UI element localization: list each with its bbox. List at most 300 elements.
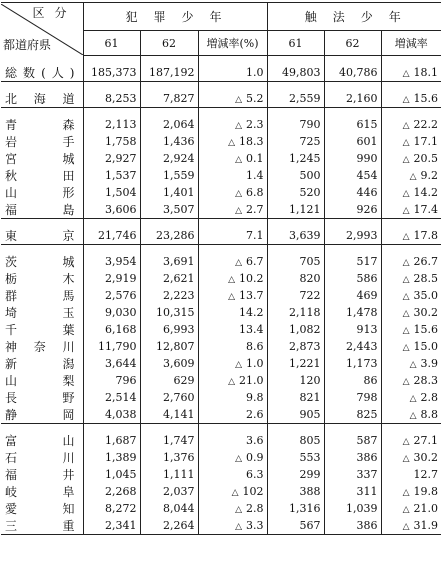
crime-61-value: 3,644 bbox=[83, 355, 140, 372]
crime-61-value: 4,038 bbox=[83, 406, 140, 424]
touch-62-value: 1,478 bbox=[324, 304, 381, 321]
touch-rate-value bbox=[381, 355, 441, 372]
rate-number: 9.8 bbox=[246, 390, 264, 404]
prefecture-name: 新潟 bbox=[1, 355, 83, 372]
table-row bbox=[1, 184, 441, 201]
decrease-triangle-icon: △ bbox=[402, 291, 410, 302]
touch-61-value: 553 bbox=[267, 449, 324, 466]
touch-61-value: 725 bbox=[267, 133, 324, 150]
crime-62-value: 10,315 bbox=[140, 304, 198, 321]
corner-label-prefecture: 都道府県 bbox=[3, 37, 52, 52]
table-row bbox=[1, 321, 441, 338]
group-spacer bbox=[1, 219, 441, 228]
crime-rate-value bbox=[198, 321, 267, 338]
crime-61-value: 1,687 bbox=[83, 432, 140, 449]
crime-61-value: 21,746 bbox=[83, 227, 140, 245]
prefecture-name: 東京 bbox=[1, 227, 83, 245]
col-header-crime-rate: 増減率(%) bbox=[198, 31, 267, 56]
table-row bbox=[1, 133, 441, 150]
touch-62-value: 446 bbox=[324, 184, 381, 201]
touch-62-value: 517 bbox=[324, 253, 381, 270]
rate-number: 35.0 bbox=[413, 288, 439, 302]
touch-rate-value bbox=[381, 483, 441, 500]
touch-61-value: 299 bbox=[267, 466, 324, 483]
crime-61-value: 2,268 bbox=[83, 483, 140, 500]
rate-number: 28.3 bbox=[413, 373, 439, 387]
rate-number: 5.2 bbox=[246, 91, 264, 105]
crime-rate-value bbox=[198, 270, 267, 287]
prefecture-name: 岩手 bbox=[1, 133, 83, 150]
prefecture-name: 埼玉 bbox=[1, 304, 83, 321]
crime-62-value: 2,924 bbox=[140, 150, 198, 167]
rate-number: 30.2 bbox=[413, 450, 439, 464]
touch-rate-value bbox=[381, 116, 441, 133]
decrease-triangle-icon: △ bbox=[235, 120, 243, 131]
crime-rate-value bbox=[198, 449, 267, 466]
touch-62-value: 337 bbox=[324, 466, 381, 483]
crime-rate-value bbox=[198, 372, 267, 389]
touch-rate-value bbox=[381, 90, 441, 108]
touch-62-value: 2,160 bbox=[324, 90, 381, 108]
rate-number: 26.7 bbox=[413, 254, 439, 268]
touch-rate-value bbox=[381, 372, 441, 389]
touch-62-value: 2,443 bbox=[324, 338, 381, 355]
rate-number: 19.8 bbox=[413, 484, 439, 498]
table-row bbox=[1, 270, 441, 287]
rate-number: 17.8 bbox=[413, 228, 439, 242]
touch-62-value: 990 bbox=[324, 150, 381, 167]
decrease-triangle-icon: △ bbox=[235, 94, 243, 105]
table-row bbox=[1, 64, 441, 82]
rate-number: 0.1 bbox=[246, 151, 264, 165]
touch-rate-value bbox=[381, 201, 441, 219]
group-spacer bbox=[1, 245, 441, 254]
touch-61-value: 3,639 bbox=[267, 227, 324, 245]
crime-rate-value bbox=[198, 432, 267, 449]
table-row bbox=[1, 466, 441, 483]
crime-61-value: 6,168 bbox=[83, 321, 140, 338]
crime-61-value: 9,030 bbox=[83, 304, 140, 321]
table-row bbox=[1, 449, 441, 466]
decrease-triangle-icon: △ bbox=[235, 257, 243, 268]
group-header-touch-law-juveniles: 触法少年 bbox=[267, 3, 441, 31]
decrease-triangle-icon: △ bbox=[409, 393, 417, 404]
crime-62-value: 1,376 bbox=[140, 449, 198, 466]
table-row bbox=[1, 338, 441, 355]
crime-61-value: 2,514 bbox=[83, 389, 140, 406]
touch-61-value: 567 bbox=[267, 517, 324, 535]
rate-number: 21.0 bbox=[413, 501, 439, 515]
crime-61-value: 1,537 bbox=[83, 167, 140, 184]
rate-number: 18.1 bbox=[413, 65, 439, 79]
rate-number: 1.4 bbox=[246, 168, 264, 182]
corner-header bbox=[1, 3, 83, 56]
touch-62-value: 311 bbox=[324, 483, 381, 500]
rate-number: 14.2 bbox=[239, 305, 264, 319]
touch-rate-value bbox=[381, 389, 441, 406]
crime-62-value: 1,559 bbox=[140, 167, 198, 184]
crime-rate-value bbox=[198, 338, 267, 355]
table-row bbox=[1, 150, 441, 167]
touch-62-value: 454 bbox=[324, 167, 381, 184]
touch-62-value: 386 bbox=[324, 517, 381, 535]
prefecture-name: 福井 bbox=[1, 466, 83, 483]
rate-number: 8.8 bbox=[420, 407, 439, 421]
decrease-triangle-icon: △ bbox=[402, 205, 410, 216]
touch-rate-value bbox=[381, 287, 441, 304]
table-row bbox=[1, 355, 441, 372]
touch-61-value: 2,559 bbox=[267, 90, 324, 108]
decrease-triangle-icon: △ bbox=[402, 308, 410, 319]
decrease-triangle-icon: △ bbox=[235, 504, 243, 515]
touch-61-value: 2,873 bbox=[267, 338, 324, 355]
crime-62-value: 3,691 bbox=[140, 253, 198, 270]
prefecture-name: 神奈川 bbox=[1, 338, 83, 355]
rate-number: 30.2 bbox=[413, 305, 439, 319]
table-row bbox=[1, 287, 441, 304]
rate-number: 0.9 bbox=[246, 450, 264, 464]
crime-61-value: 3,606 bbox=[83, 201, 140, 219]
crime-61-value: 1,045 bbox=[83, 466, 140, 483]
prefecture-name: 石川 bbox=[1, 449, 83, 466]
table-row bbox=[1, 90, 441, 108]
crime-62-value: 1,747 bbox=[140, 432, 198, 449]
group-spacer bbox=[1, 424, 441, 433]
touch-rate-value bbox=[381, 184, 441, 201]
touch-rate-value bbox=[381, 253, 441, 270]
crime-62-value: 2,264 bbox=[140, 517, 198, 535]
crime-rate-value bbox=[198, 483, 267, 500]
crime-rate-value bbox=[198, 90, 267, 108]
crime-rate-value bbox=[198, 150, 267, 167]
touch-62-value: 86 bbox=[324, 372, 381, 389]
prefecture-name: 栃木 bbox=[1, 270, 83, 287]
juvenile-statistics-table bbox=[1, 2, 441, 535]
crime-62-value: 1,401 bbox=[140, 184, 198, 201]
group-spacer bbox=[1, 82, 441, 91]
col-header-crime-61: 61 bbox=[83, 31, 140, 56]
touch-rate-value bbox=[381, 500, 441, 517]
rate-number: 14.2 bbox=[413, 185, 439, 199]
touch-62-value: 386 bbox=[324, 449, 381, 466]
col-header-touch-62: 62 bbox=[324, 31, 381, 56]
crime-62-value: 12,807 bbox=[140, 338, 198, 355]
rate-number: 3.9 bbox=[420, 356, 439, 370]
touch-61-value: 120 bbox=[267, 372, 324, 389]
crime-62-value: 2,621 bbox=[140, 270, 198, 287]
table-row bbox=[1, 201, 441, 219]
crime-rate-value bbox=[198, 167, 267, 184]
rate-number: 2.7 bbox=[246, 202, 264, 216]
crime-61-value: 1,389 bbox=[83, 449, 140, 466]
touch-61-value: 1,121 bbox=[267, 201, 324, 219]
crime-62-value: 2,760 bbox=[140, 389, 198, 406]
touch-62-value: 586 bbox=[324, 270, 381, 287]
decrease-triangle-icon: △ bbox=[402, 521, 410, 532]
decrease-triangle-icon: △ bbox=[402, 487, 410, 498]
crime-62-value: 2,223 bbox=[140, 287, 198, 304]
prefecture-name: 群馬 bbox=[1, 287, 83, 304]
prefecture-name: 岐阜 bbox=[1, 483, 83, 500]
table-row bbox=[1, 500, 441, 517]
crime-rate-value bbox=[198, 304, 267, 321]
crime-rate-value bbox=[198, 201, 267, 219]
crime-61-value: 2,341 bbox=[83, 517, 140, 535]
touch-61-value: 388 bbox=[267, 483, 324, 500]
touch-61-value: 1,316 bbox=[267, 500, 324, 517]
touch-62-value: 615 bbox=[324, 116, 381, 133]
prefecture-name: 長野 bbox=[1, 389, 83, 406]
decrease-triangle-icon: △ bbox=[402, 325, 410, 336]
crime-rate-value bbox=[198, 253, 267, 270]
rate-number: 13.7 bbox=[239, 288, 264, 302]
rate-number: 18.3 bbox=[239, 134, 264, 148]
crime-rate-value bbox=[198, 227, 267, 245]
table-body bbox=[1, 56, 441, 535]
rate-number: 28.5 bbox=[413, 271, 439, 285]
col-header-touch-61: 61 bbox=[267, 31, 324, 56]
crime-61-value: 796 bbox=[83, 372, 140, 389]
touch-rate-value bbox=[381, 321, 441, 338]
crime-rate-value bbox=[198, 517, 267, 535]
crime-62-value: 629 bbox=[140, 372, 198, 389]
decrease-triangle-icon: △ bbox=[231, 487, 239, 498]
touch-61-value: 2,118 bbox=[267, 304, 324, 321]
crime-61-value: 8,272 bbox=[83, 500, 140, 517]
decrease-triangle-icon: △ bbox=[402, 188, 410, 199]
touch-rate-value bbox=[381, 406, 441, 424]
crime-61-value: 1,758 bbox=[83, 133, 140, 150]
decrease-triangle-icon: △ bbox=[402, 436, 410, 447]
rate-number: 2.8 bbox=[246, 501, 264, 515]
crime-rate-value bbox=[198, 133, 267, 150]
rate-number: 27.1 bbox=[413, 433, 439, 447]
rate-number: 17.4 bbox=[413, 202, 439, 216]
touch-rate-value bbox=[381, 517, 441, 535]
table-row bbox=[1, 253, 441, 270]
crime-61-value: 2,576 bbox=[83, 287, 140, 304]
rate-number: 102 bbox=[242, 484, 264, 498]
touch-rate-value bbox=[381, 338, 441, 355]
crime-62-value: 1,436 bbox=[140, 133, 198, 150]
decrease-triangle-icon: △ bbox=[402, 68, 410, 79]
rate-number: 6.8 bbox=[246, 185, 264, 199]
prefecture-name: 宮城 bbox=[1, 150, 83, 167]
decrease-triangle-icon: △ bbox=[409, 359, 417, 370]
touch-61-value: 500 bbox=[267, 167, 324, 184]
decrease-triangle-icon: △ bbox=[402, 120, 410, 131]
prefecture-name: 富山 bbox=[1, 432, 83, 449]
rate-number: 9.2 bbox=[420, 168, 439, 182]
touch-62-value: 469 bbox=[324, 287, 381, 304]
decrease-triangle-icon: △ bbox=[402, 274, 410, 285]
decrease-triangle-icon: △ bbox=[228, 137, 236, 148]
touch-rate-value bbox=[381, 466, 441, 483]
table-row bbox=[1, 517, 441, 535]
decrease-triangle-icon: △ bbox=[402, 94, 410, 105]
crime-rate-value bbox=[198, 287, 267, 304]
group-spacer bbox=[1, 56, 441, 65]
touch-61-value: 722 bbox=[267, 287, 324, 304]
touch-61-value: 1,082 bbox=[267, 321, 324, 338]
touch-61-value: 49,803 bbox=[267, 64, 324, 82]
rate-number: 1.0 bbox=[246, 65, 264, 79]
prefecture-name: 秋田 bbox=[1, 167, 83, 184]
decrease-triangle-icon: △ bbox=[409, 410, 417, 421]
col-header-touch-rate: 増減率 bbox=[381, 31, 441, 56]
rate-number: 6.3 bbox=[246, 467, 264, 481]
decrease-triangle-icon: △ bbox=[402, 137, 410, 148]
table-row bbox=[1, 406, 441, 424]
prefecture-name: 山梨 bbox=[1, 372, 83, 389]
crime-61-value: 1,504 bbox=[83, 184, 140, 201]
prefecture-name: 静岡 bbox=[1, 406, 83, 424]
crime-62-value: 2,037 bbox=[140, 483, 198, 500]
touch-62-value: 926 bbox=[324, 201, 381, 219]
rate-number: 15.6 bbox=[413, 322, 439, 336]
rate-number: 3.6 bbox=[246, 433, 264, 447]
crime-62-value: 1,111 bbox=[140, 466, 198, 483]
prefecture-name: 愛知 bbox=[1, 500, 83, 517]
decrease-triangle-icon: △ bbox=[235, 154, 243, 165]
touch-62-value: 913 bbox=[324, 321, 381, 338]
crime-61-value: 185,373 bbox=[83, 64, 140, 82]
touch-61-value: 1,221 bbox=[267, 355, 324, 372]
touch-62-value: 1,173 bbox=[324, 355, 381, 372]
rate-number: 2.6 bbox=[246, 407, 264, 421]
touch-62-value: 40,786 bbox=[324, 64, 381, 82]
decrease-triangle-icon: △ bbox=[402, 257, 410, 268]
decrease-triangle-icon: △ bbox=[402, 504, 410, 515]
crime-rate-value bbox=[198, 466, 267, 483]
touch-62-value: 798 bbox=[324, 389, 381, 406]
touch-rate-value bbox=[381, 270, 441, 287]
crime-62-value: 7,827 bbox=[140, 90, 198, 108]
rate-number: 12.7 bbox=[413, 467, 439, 481]
rate-number: 17.1 bbox=[413, 134, 439, 148]
crime-61-value: 11,790 bbox=[83, 338, 140, 355]
touch-61-value: 820 bbox=[267, 270, 324, 287]
decrease-triangle-icon: △ bbox=[402, 376, 410, 387]
crime-61-value: 2,927 bbox=[83, 150, 140, 167]
crime-62-value: 187,192 bbox=[140, 64, 198, 82]
rate-number: 6.7 bbox=[246, 254, 264, 268]
table-row bbox=[1, 116, 441, 133]
crime-62-value: 3,609 bbox=[140, 355, 198, 372]
crime-rate-value bbox=[198, 389, 267, 406]
table-row bbox=[1, 304, 441, 321]
crime-62-value: 4,141 bbox=[140, 406, 198, 424]
touch-61-value: 821 bbox=[267, 389, 324, 406]
crime-62-value: 8,044 bbox=[140, 500, 198, 517]
rate-number: 15.6 bbox=[413, 91, 439, 105]
crime-rate-value bbox=[198, 64, 267, 82]
decrease-triangle-icon: △ bbox=[402, 231, 410, 242]
prefecture-name: 山形 bbox=[1, 184, 83, 201]
touch-61-value: 1,245 bbox=[267, 150, 324, 167]
decrease-triangle-icon: △ bbox=[235, 359, 243, 370]
decrease-triangle-icon: △ bbox=[235, 453, 243, 464]
decrease-triangle-icon: △ bbox=[235, 205, 243, 216]
table-row bbox=[1, 167, 441, 184]
decrease-triangle-icon: △ bbox=[228, 291, 236, 302]
touch-rate-value bbox=[381, 64, 441, 82]
table-row bbox=[1, 483, 441, 500]
touch-61-value: 520 bbox=[267, 184, 324, 201]
crime-rate-value bbox=[198, 355, 267, 372]
touch-rate-value bbox=[381, 227, 441, 245]
rate-number: 31.9 bbox=[413, 518, 439, 532]
crime-61-value: 3,954 bbox=[83, 253, 140, 270]
touch-62-value: 601 bbox=[324, 133, 381, 150]
touch-rate-value bbox=[381, 304, 441, 321]
rate-number: 1.0 bbox=[246, 356, 264, 370]
group-header-crime-juveniles: 犯罪少年 bbox=[83, 3, 267, 31]
rate-number: 20.5 bbox=[413, 151, 439, 165]
prefecture-name: 三重 bbox=[1, 517, 83, 535]
decrease-triangle-icon: △ bbox=[235, 188, 243, 199]
prefecture-name: 北海道 bbox=[1, 90, 83, 108]
crime-61-value: 2,919 bbox=[83, 270, 140, 287]
corner-label-category: 区分 bbox=[32, 5, 77, 20]
rate-number: 15.0 bbox=[413, 339, 439, 353]
crime-61-value: 2,113 bbox=[83, 116, 140, 133]
touch-62-value: 2,993 bbox=[324, 227, 381, 245]
table-row bbox=[1, 432, 441, 449]
touch-rate-value bbox=[381, 432, 441, 449]
touch-rate-value bbox=[381, 449, 441, 466]
touch-rate-value bbox=[381, 167, 441, 184]
group-spacer bbox=[1, 108, 441, 117]
col-header-crime-62: 62 bbox=[140, 31, 198, 56]
prefecture-name: 千葉 bbox=[1, 321, 83, 338]
crime-rate-value bbox=[198, 406, 267, 424]
decrease-triangle-icon: △ bbox=[402, 154, 410, 165]
crime-rate-value bbox=[198, 184, 267, 201]
touch-62-value: 825 bbox=[324, 406, 381, 424]
decrease-triangle-icon: △ bbox=[228, 376, 236, 387]
prefecture-name: 総数(人) bbox=[1, 64, 83, 82]
rate-number: 2.8 bbox=[420, 390, 439, 404]
rate-number: 22.2 bbox=[413, 117, 439, 131]
rate-number: 3.3 bbox=[246, 518, 264, 532]
rate-number: 13.4 bbox=[239, 322, 264, 336]
touch-61-value: 705 bbox=[267, 253, 324, 270]
rate-number: 8.6 bbox=[246, 339, 264, 353]
touch-rate-value bbox=[381, 150, 441, 167]
touch-rate-value bbox=[381, 133, 441, 150]
decrease-triangle-icon: △ bbox=[228, 274, 236, 285]
crime-rate-value bbox=[198, 500, 267, 517]
decrease-triangle-icon: △ bbox=[402, 453, 410, 464]
rate-number: 10.2 bbox=[239, 271, 264, 285]
rate-number: 21.0 bbox=[239, 373, 264, 387]
touch-61-value: 805 bbox=[267, 432, 324, 449]
table-row bbox=[1, 227, 441, 245]
touch-62-value: 587 bbox=[324, 432, 381, 449]
crime-rate-value bbox=[198, 116, 267, 133]
rate-number: 7.1 bbox=[246, 228, 264, 242]
crime-62-value: 2,064 bbox=[140, 116, 198, 133]
decrease-triangle-icon: △ bbox=[409, 171, 417, 182]
touch-61-value: 905 bbox=[267, 406, 324, 424]
prefecture-name: 青森 bbox=[1, 116, 83, 133]
prefecture-name: 茨城 bbox=[1, 253, 83, 270]
decrease-triangle-icon: △ bbox=[235, 521, 243, 532]
touch-61-value: 790 bbox=[267, 116, 324, 133]
rate-number: 2.3 bbox=[246, 117, 264, 131]
prefecture-name: 福島 bbox=[1, 201, 83, 219]
